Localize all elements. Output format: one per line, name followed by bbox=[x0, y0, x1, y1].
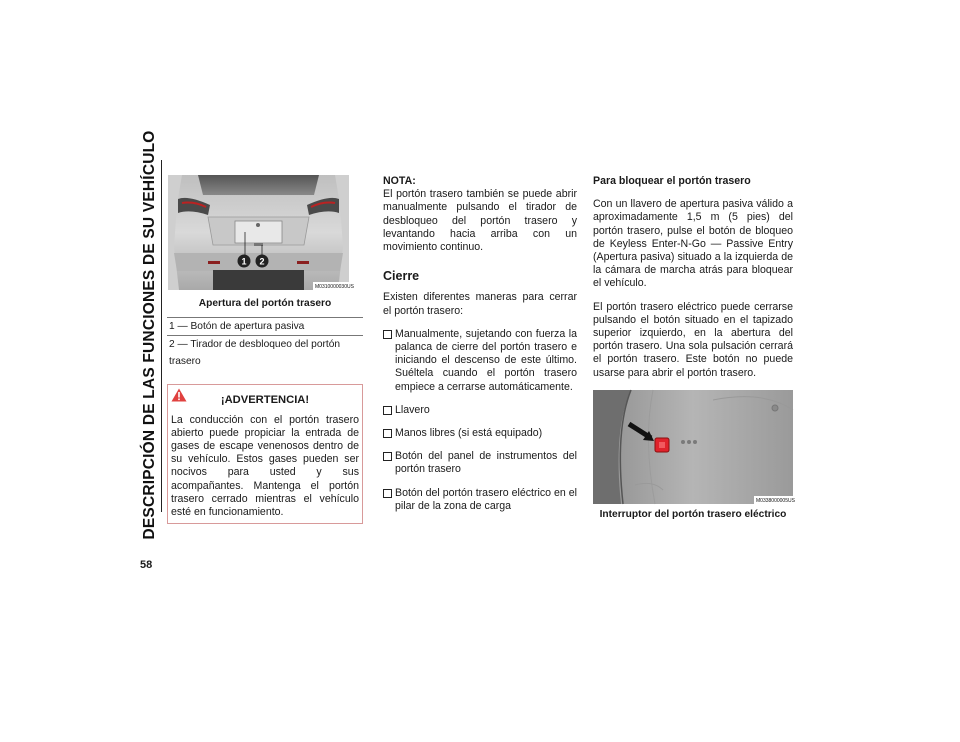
list-item: Manualmente, sujetando con fuerza la palanca de cierre del portón trasero e iniciando el descenso de este último. Suéltela cuando el portón trasero empiece a cerrarse automáticamente. bbox=[383, 328, 577, 394]
lock-paragraph-1: Con un llavero de apertura pasiva válido a aproximadamente 1,5 m (5 pies) del portón trasero, pulse el botón de bloqueo de Keyless Enter-N-Go — Passive Entry (Apertura pasiva) situado a la izquierda de la cámara de marcha atrás para bloquear el vehículo. bbox=[593, 198, 793, 290]
callout-1 bbox=[238, 255, 251, 268]
checkbox-bullet-icon bbox=[383, 406, 392, 415]
figure-caption: Apertura del portón trasero bbox=[198, 298, 332, 310]
column-right bbox=[593, 175, 793, 521]
closing-intro: Existen diferentes maneras para cerrar el portón trasero: bbox=[383, 291, 577, 317]
liftgate-rear-illustration bbox=[168, 175, 354, 290]
svg-text:2: 2 bbox=[259, 256, 265, 267]
section-divider bbox=[161, 160, 162, 512]
note-label: NOTA: bbox=[383, 175, 416, 187]
closing-list bbox=[383, 328, 577, 513]
checkbox-bullet-icon bbox=[383, 489, 392, 498]
lock-paragraph-2: El portón trasero eléctrico puede cerrarse pulsando el botón situado en el tapizado superior izquierdo, en la abertura del portón trasero. Una sola pulsación cerrará el portón trasero. Este botón no puede usarse para abrir el portón trasero. bbox=[593, 300, 793, 379]
warning-text: La conducción con el portón trasero abierto puede propiciar la entrada de gases de escape venenosos dentro de su vehículo. Estos gases pueden ser nocivos para usted y sus acompañantes. Mantenga el portón trasero cerrado mientras el vehículo esté en funcionamiento. bbox=[171, 413, 359, 519]
list-item: Manos libres (si está equipado) bbox=[383, 427, 577, 440]
note-text: El portón trasero también se puede abrir manualmente pulsando el tirador de desbloqueo del portón trasero y levantando hacia arriba con un movimiento continuo. bbox=[383, 188, 577, 254]
list-item: Botón del panel de instrumentos del portón trasero bbox=[383, 450, 577, 476]
list-item: Botón del portón trasero eléctrico en el pilar de la zona de carga bbox=[383, 487, 577, 513]
figure-code: M0310000030US bbox=[315, 284, 354, 290]
legend-item-1: 1 — Botón de apertura pasiva bbox=[167, 317, 363, 335]
svg-text:1: 1 bbox=[241, 256, 247, 267]
checkbox-bullet-icon bbox=[383, 452, 392, 461]
list-item: Llavero bbox=[383, 404, 577, 417]
legend-item-2: 2 — Tirador de desbloqueo del portón trasero bbox=[167, 335, 363, 370]
column-middle bbox=[383, 175, 577, 523]
column-left bbox=[167, 175, 363, 524]
page-number: 58 bbox=[140, 559, 153, 571]
callout-2 bbox=[256, 255, 269, 268]
closing-heading: Cierre bbox=[383, 269, 420, 284]
checkbox-bullet-icon bbox=[383, 330, 392, 339]
section-title: DESCRIPCIÓN DE LAS FUNCIONES DE SU VEHÍCULO bbox=[141, 130, 158, 540]
warning-box bbox=[167, 384, 363, 524]
power-liftgate-switch-illustration bbox=[593, 390, 793, 504]
warning-title: ¡ADVERTENCIA! bbox=[220, 394, 310, 407]
lock-heading: Para bloquear el portón trasero bbox=[593, 175, 751, 187]
warning-triangle-icon bbox=[171, 388, 187, 402]
checkbox-bullet-icon bbox=[383, 429, 392, 438]
figure-caption: Interruptor del portón trasero eléctrico bbox=[599, 508, 787, 520]
figure-code: M0338000005US bbox=[756, 497, 795, 504]
